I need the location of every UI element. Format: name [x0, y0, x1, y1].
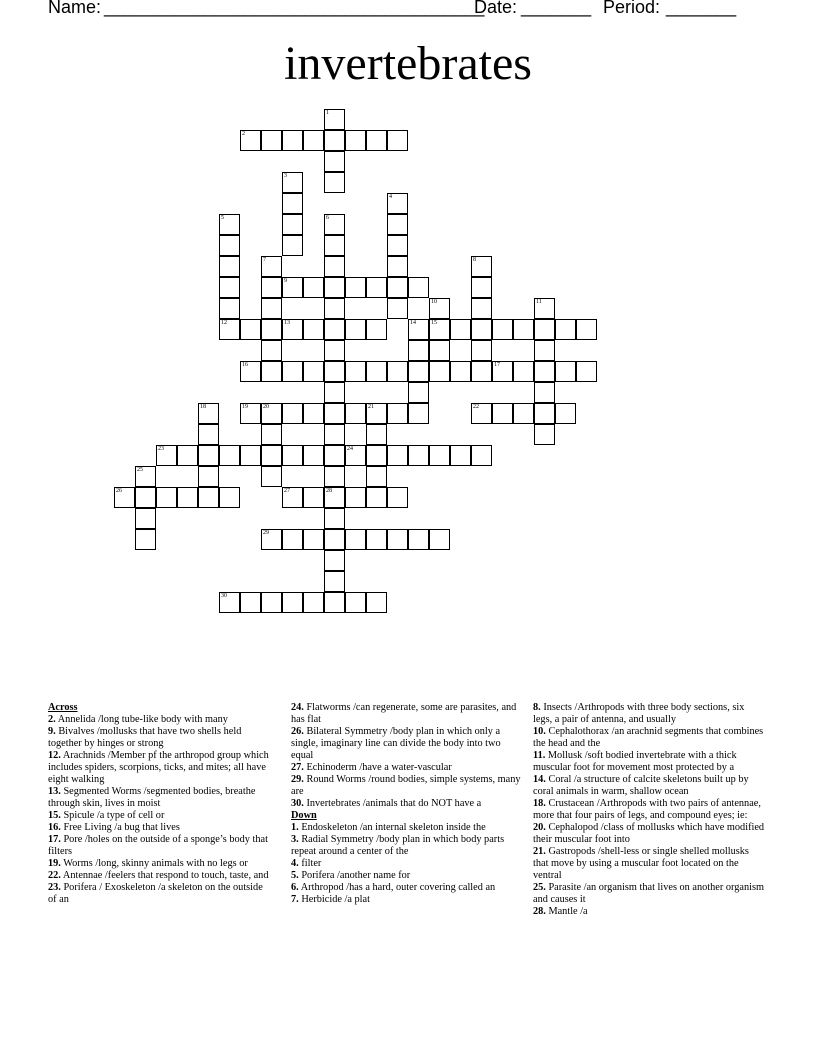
grid-cell[interactable]: [366, 487, 387, 508]
grid-cell[interactable]: [324, 172, 345, 193]
grid-cell[interactable]: [408, 361, 429, 382]
grid-cell[interactable]: [303, 277, 324, 298]
grid-cell[interactable]: [534, 340, 555, 361]
grid-cell[interactable]: [387, 235, 408, 256]
grid-cell[interactable]: [324, 214, 345, 235]
grid-cell[interactable]: [429, 529, 450, 550]
grid-cell[interactable]: [387, 298, 408, 319]
grid-cell[interactable]: [261, 361, 282, 382]
clue-down-3: 3. Radial Symmetry /body plan in which body parts repeat around a center of the: [291, 834, 505, 857]
clue-number: 20: [263, 404, 269, 410]
clue-down-21: 21. Gastropods /shell-less or single shelled mollusks that move by using a muscular foot located on the ventral: [533, 846, 749, 881]
clue-number: 16: [242, 362, 248, 368]
grid-cell[interactable]: [114, 487, 135, 508]
grid-cell[interactable]: [219, 592, 240, 613]
grid-cell[interactable]: [576, 319, 597, 340]
grid-cell[interactable]: [471, 298, 492, 319]
clue-number: 26: [116, 488, 122, 494]
clue-number: 17: [494, 362, 500, 368]
date-field[interactable]: _______: [521, 0, 592, 17]
name-field[interactable]: ______________________________________: [104, 0, 485, 17]
grid-cell[interactable]: [219, 214, 240, 235]
clue-number: 2: [242, 131, 245, 137]
grid-cell[interactable]: [219, 445, 240, 466]
grid-cell[interactable]: [240, 361, 261, 382]
grid-cell[interactable]: [324, 319, 345, 340]
grid-cell[interactable]: [261, 319, 282, 340]
clue-across-23: 23. Porifera / Exoskeleton /a skeleton on the outside of an: [48, 882, 263, 905]
grid-cell[interactable]: [156, 445, 177, 466]
grid-cell[interactable]: [534, 382, 555, 403]
grid-cell[interactable]: [513, 361, 534, 382]
clue-number: 4: [389, 194, 392, 200]
clue-number: 29: [263, 530, 269, 536]
grid-cell[interactable]: [366, 466, 387, 487]
grid-cell[interactable]: [366, 277, 387, 298]
grid-cell[interactable]: [261, 130, 282, 151]
clue-number: 3: [284, 173, 287, 179]
grid-cell[interactable]: [282, 193, 303, 214]
grid-cell[interactable]: [366, 592, 387, 613]
grid-cell[interactable]: [471, 361, 492, 382]
clue-down-14: 14. Coral /a structure of calcite skeletons built up by coral animals in warm, shallow ocean: [533, 774, 749, 797]
clue-number: 27: [284, 488, 290, 494]
grid-cell[interactable]: [282, 529, 303, 550]
grid-cell[interactable]: [324, 445, 345, 466]
grid-cell[interactable]: [261, 256, 282, 277]
grid-cell[interactable]: [387, 445, 408, 466]
date-label: Date:: [474, 0, 518, 17]
grid-cell[interactable]: [345, 403, 366, 424]
grid-cell[interactable]: [555, 403, 576, 424]
clue-across-15: 15. Spicule /a type of cell or: [48, 810, 165, 821]
grid-cell[interactable]: [240, 592, 261, 613]
grid-cell[interactable]: [471, 403, 492, 424]
grid-cell[interactable]: [282, 277, 303, 298]
grid-cell[interactable]: [324, 466, 345, 487]
clue-number: 19: [242, 404, 248, 410]
grid-cell[interactable]: [324, 277, 345, 298]
grid-cell[interactable]: [261, 424, 282, 445]
clue-number: 23: [158, 446, 164, 452]
grid-cell[interactable]: [366, 361, 387, 382]
grid-cell[interactable]: [177, 487, 198, 508]
down-heading: Down: [291, 810, 317, 821]
clue-across-29: 29. Round Worms /round bodies, simple systems, many are: [291, 774, 521, 797]
clue-down-6: 6. Arthropod /has a hard, outer covering called an: [291, 882, 496, 893]
grid-cell[interactable]: [408, 277, 429, 298]
clue-number: 22: [473, 404, 479, 410]
grid-cell[interactable]: [408, 382, 429, 403]
grid-cell[interactable]: [345, 592, 366, 613]
clue-down-5: 5. Porifera /another name for: [291, 870, 411, 881]
grid-cell[interactable]: [324, 529, 345, 550]
grid-cell[interactable]: [135, 529, 156, 550]
grid-cell[interactable]: [282, 403, 303, 424]
name-label: Name:: [48, 0, 102, 17]
grid-cell[interactable]: [303, 319, 324, 340]
clue-number: 24: [347, 446, 353, 452]
clue-down-20: 20. Cephalopod /class of mollusks which have modified their muscular foot into: [533, 822, 765, 845]
clues-column-1: [48, 702, 270, 906]
clue-across-12: 12. Arachnids /Member pf the arthropod group which includes spiders, scorpions, ticks, and mites; all have eight walking: [48, 750, 269, 785]
clue-number: 25: [137, 467, 143, 473]
clue-across-30: 30. Invertebrates /animals that do NOT have a: [291, 798, 482, 809]
across-heading: Across: [48, 702, 78, 713]
clue-down-28: 28. Mantle /a: [533, 906, 588, 917]
grid-cell[interactable]: [471, 445, 492, 466]
grid-cell[interactable]: [261, 277, 282, 298]
clue-down-11: 11. Mollusk /soft bodied invertebrate with a thick muscular foot for movement most protected by a: [533, 750, 737, 773]
period-label: Period:: [603, 0, 661, 17]
grid-cell[interactable]: [324, 151, 345, 172]
grid-cell[interactable]: [492, 403, 513, 424]
grid-cell[interactable]: [387, 529, 408, 550]
grid-cell[interactable]: [534, 361, 555, 382]
clue-number: 28: [326, 488, 332, 494]
grid-cell[interactable]: [240, 403, 261, 424]
clue-across-16: 16. Free Living /a bug that lives: [48, 822, 180, 833]
grid-cell[interactable]: [513, 403, 534, 424]
grid-cell[interactable]: [240, 319, 261, 340]
clue-number: 18: [200, 404, 206, 410]
grid-cell[interactable]: [345, 277, 366, 298]
clue-across-22: 22. Antennae /feelers that respond to touch, taste, and: [48, 870, 269, 881]
grid-cell[interactable]: [282, 361, 303, 382]
grid-cell[interactable]: [198, 487, 219, 508]
grid-cell[interactable]: [387, 256, 408, 277]
grid-cell[interactable]: [345, 130, 366, 151]
grid-cell[interactable]: [156, 487, 177, 508]
grid-cell[interactable]: [345, 487, 366, 508]
grid-cell[interactable]: [366, 319, 387, 340]
grid-cell[interactable]: [471, 340, 492, 361]
grid-cell[interactable]: [324, 340, 345, 361]
grid-cell[interactable]: [387, 130, 408, 151]
grid-cell[interactable]: [492, 319, 513, 340]
grid-cell[interactable]: [324, 487, 345, 508]
clue-number: 10: [431, 299, 437, 305]
grid-cell[interactable]: [219, 256, 240, 277]
clue-across-9: 9. Bivalves /mollusks that have two shells held together by hinges or strong: [48, 726, 242, 749]
grid-cell[interactable]: [219, 277, 240, 298]
grid-cell[interactable]: [387, 193, 408, 214]
grid-cell[interactable]: [324, 235, 345, 256]
clue-number: 11: [536, 299, 542, 305]
grid-cell[interactable]: [366, 130, 387, 151]
clue-down-18: 18. Crustacean /Arthropods with two pairs of antennae, more that four pairs of legs, and compound eyes; ie:: [533, 798, 761, 821]
clue-across-27: 27. Echinoderm /have a water-vascular: [291, 762, 452, 773]
grid-cell[interactable]: [534, 298, 555, 319]
grid-cell[interactable]: [387, 361, 408, 382]
grid-cell[interactable]: [303, 529, 324, 550]
grid-cell[interactable]: [471, 256, 492, 277]
period-field[interactable]: _______: [666, 0, 737, 17]
grid-cell[interactable]: [450, 361, 471, 382]
grid-cell[interactable]: [261, 403, 282, 424]
grid-cell[interactable]: [408, 445, 429, 466]
clue-number: 1: [326, 110, 329, 116]
grid-cell[interactable]: [261, 592, 282, 613]
clue-across-19: 19. Worms /long, skinny animals with no legs or: [48, 858, 248, 869]
grid-cell[interactable]: [303, 445, 324, 466]
clue-across-26: 26. Bilateral Symmetry /body plan in which only a single, imaginary line can divide the body into two equal: [291, 726, 501, 761]
grid-cell[interactable]: [240, 130, 261, 151]
grid-cell[interactable]: [303, 403, 324, 424]
grid-cell[interactable]: [303, 130, 324, 151]
grid-cell[interactable]: [282, 319, 303, 340]
grid-cell[interactable]: [366, 445, 387, 466]
grid-cell[interactable]: [198, 424, 219, 445]
grid-cell[interactable]: [513, 319, 534, 340]
grid-cell[interactable]: [534, 319, 555, 340]
clue-across-2: 2. Annelida /long tube-like body with many: [48, 714, 228, 725]
grid-cell[interactable]: [345, 445, 366, 466]
grid-cell[interactable]: [282, 214, 303, 235]
clue-down-25: 25. Parasite /an organism that lives on another organism and causes it: [533, 882, 764, 905]
grid-cell[interactable]: [324, 382, 345, 403]
grid-cell[interactable]: [408, 340, 429, 361]
grid-cell[interactable]: [408, 319, 429, 340]
clue-number: 13: [284, 320, 290, 326]
grid-cell[interactable]: [219, 319, 240, 340]
grid-cell[interactable]: [366, 403, 387, 424]
grid-cell[interactable]: [366, 424, 387, 445]
clue-number: 8: [473, 257, 476, 263]
grid-cell[interactable]: [387, 214, 408, 235]
clues-column-2: [291, 702, 523, 906]
grid-cell[interactable]: [198, 466, 219, 487]
grid-cell[interactable]: [324, 130, 345, 151]
grid-cell[interactable]: [324, 571, 345, 592]
grid-cell[interactable]: [324, 256, 345, 277]
grid-cell[interactable]: [555, 361, 576, 382]
grid-cell[interactable]: [303, 361, 324, 382]
grid-cell[interactable]: [261, 466, 282, 487]
grid-cell[interactable]: [219, 298, 240, 319]
across-clue-list-a: [48, 714, 270, 906]
grid-cell[interactable]: [387, 403, 408, 424]
grid-cell[interactable]: [408, 529, 429, 550]
grid-cell[interactable]: [345, 529, 366, 550]
grid-cell[interactable]: [282, 487, 303, 508]
grid-cell[interactable]: [555, 319, 576, 340]
clue-number: 9: [284, 278, 287, 284]
clue-number: 30: [221, 593, 227, 599]
grid-cell[interactable]: [324, 361, 345, 382]
grid-cell[interactable]: [450, 445, 471, 466]
clue-across-13: 13. Segmented Worms /segmented bodies, breathe through skin, lives in moist: [48, 786, 256, 809]
grid-cell[interactable]: [261, 445, 282, 466]
grid-cell[interactable]: [198, 403, 219, 424]
grid-cell[interactable]: [387, 277, 408, 298]
clue-across-24: 24. Flatworms /can regenerate, some are parasites, and has flat: [291, 702, 517, 725]
grid-cell[interactable]: [534, 424, 555, 445]
clue-number: 14: [410, 320, 416, 326]
clue-number: 21: [368, 404, 374, 410]
grid-cell[interactable]: [303, 487, 324, 508]
grid-cell[interactable]: [450, 319, 471, 340]
grid-cell[interactable]: [324, 403, 345, 424]
grid-cell[interactable]: [324, 298, 345, 319]
clue-down-4: 4. filter: [291, 858, 322, 869]
grid-cell[interactable]: [303, 592, 324, 613]
grid-cell[interactable]: [429, 340, 450, 361]
grid-cell[interactable]: [345, 361, 366, 382]
grid-cell[interactable]: [492, 361, 513, 382]
grid-cell[interactable]: [576, 361, 597, 382]
grid-cell[interactable]: [471, 277, 492, 298]
grid-cell[interactable]: [261, 529, 282, 550]
grid-cell[interactable]: [471, 319, 492, 340]
grid-cell[interactable]: [324, 109, 345, 130]
grid-cell[interactable]: [534, 403, 555, 424]
grid-cell[interactable]: [324, 550, 345, 571]
grid-cell[interactable]: [219, 235, 240, 256]
clue-across-17: 17. Pore /holes on the outside of a sponge’s body that filters: [48, 834, 268, 857]
clue-number: 15: [431, 320, 437, 326]
across-clue-list-b: [291, 702, 523, 810]
grid-cell[interactable]: [135, 466, 156, 487]
clue-number: 12: [221, 320, 227, 326]
puzzle-title: invertebrates: [284, 37, 532, 90]
grid-cell[interactable]: [429, 445, 450, 466]
grid-cell[interactable]: [219, 487, 240, 508]
grid-cell[interactable]: [135, 508, 156, 529]
grid-cell[interactable]: [282, 172, 303, 193]
grid-cell[interactable]: [429, 319, 450, 340]
grid-cell[interactable]: [408, 403, 429, 424]
clue-down-10: 10. Cephalothorax /an arachnid segments that combines the head and the: [533, 726, 764, 749]
grid-cell[interactable]: [198, 445, 219, 466]
grid-cell[interactable]: [261, 340, 282, 361]
grid-cell[interactable]: [282, 235, 303, 256]
grid-cell[interactable]: [324, 424, 345, 445]
clue-number: 5: [221, 215, 224, 221]
clue-number: 7: [263, 257, 266, 263]
grid-cell[interactable]: [345, 319, 366, 340]
clue-down-7: 7. Herbicide /a plat: [291, 894, 370, 905]
grid-cell[interactable]: [387, 487, 408, 508]
grid-cell[interactable]: [429, 361, 450, 382]
down-clue-list-b: [533, 702, 765, 918]
clue-number: 6: [326, 215, 329, 221]
down-clue-list-a: [291, 822, 523, 906]
clues-column-3: [533, 702, 765, 918]
grid-cell[interactable]: [366, 529, 387, 550]
grid-cell[interactable]: [429, 298, 450, 319]
clue-down-1: 1. Endoskeleton /an internal skeleton inside the: [291, 822, 486, 833]
grid-cell[interactable]: [135, 487, 156, 508]
grid-cell[interactable]: [177, 445, 198, 466]
clue-down-8: 8. Insects /Arthropods with three body sections, six legs, a pair of antenna, and usually: [533, 702, 745, 725]
grid-cell[interactable]: [261, 298, 282, 319]
grid-cell[interactable]: [282, 445, 303, 466]
grid-cell[interactable]: [282, 130, 303, 151]
grid-cell[interactable]: [240, 445, 261, 466]
grid-cell[interactable]: [282, 592, 303, 613]
grid-cell[interactable]: [324, 508, 345, 529]
grid-cell[interactable]: [324, 592, 345, 613]
